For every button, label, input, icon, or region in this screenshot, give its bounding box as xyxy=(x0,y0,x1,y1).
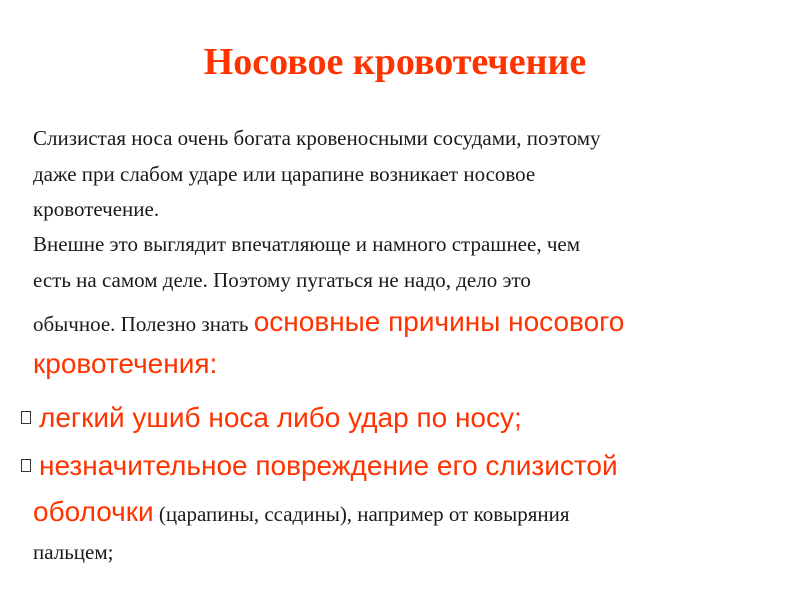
bullet-1-text: легкий ушиб носа либо удар по носу; xyxy=(39,402,522,433)
causes-heading-part-2: кровотечения: xyxy=(33,348,218,379)
paragraph-line-6 xyxy=(33,306,624,338)
bullet-2-detail: (царапины, ссадины), например от ковыряния xyxy=(153,502,570,526)
paragraph-line-6-plain: обычное. Полезно знать xyxy=(33,312,254,336)
causes-heading-part-1: основные причины носового xyxy=(253,306,625,337)
paragraph-line-1: Слизистая носа очень богата кровеносными сосудами, поэтому xyxy=(33,126,601,150)
bullet-2-detail-end: пальцем; xyxy=(33,540,114,564)
bullet-2-text-line-2: оболочки xyxy=(33,496,154,527)
bullet-item-1 xyxy=(0,402,522,434)
slide-title: Носовое кровотечение xyxy=(203,41,587,83)
checkbox-square-icon xyxy=(21,459,31,472)
paragraph-line-5: есть на самом деле. Поэтому пугаться не надо, дело это xyxy=(33,268,531,292)
checkbox-square-icon xyxy=(21,411,31,424)
bullet-2-text-line-1: незначительное повреждение его слизистой xyxy=(39,450,618,481)
paragraph-line-2: даже при слабом ударе или царапине возникает носовое xyxy=(33,162,536,186)
bullet-item-2-continuation xyxy=(33,496,570,528)
paragraph-line-4: Внешне это выглядит впечатляюще и намного страшнее, чем xyxy=(33,232,580,256)
bullet-item-2 xyxy=(0,450,618,482)
bullet-item-2-end xyxy=(33,540,113,565)
paragraph-line-3: кровотечение. xyxy=(33,197,160,221)
